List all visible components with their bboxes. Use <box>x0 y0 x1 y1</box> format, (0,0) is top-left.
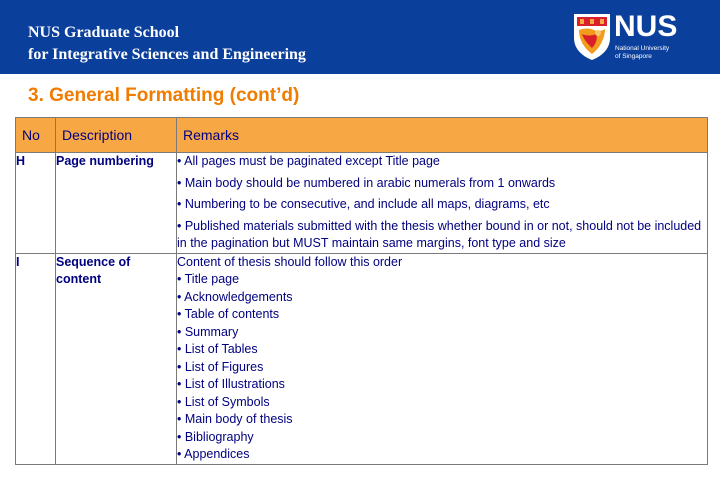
header-title <box>28 22 306 66</box>
nus-subtitle-line-1: National University <box>615 45 670 52</box>
header-line-1: NUS Graduate School <box>28 24 180 41</box>
slide-title: 3. General Formatting (cont’d) <box>28 85 300 106</box>
nus-crest-icon <box>572 12 612 62</box>
nus-wordmark: NUS <box>614 10 678 43</box>
list-item: • List of Symbols <box>177 394 270 409</box>
remark-item: • Numbering to be consecutive, and include all maps, diagrams, etc <box>177 197 550 211</box>
remark-item: • Main body should be numbered in arabic numerals from 1 onwards <box>177 175 556 190</box>
row-description: Sequence of content <box>56 253 177 464</box>
table-row <box>16 153 708 254</box>
nus-subtitle-line-2: of Singapore <box>615 53 652 60</box>
list-item: • Appendices <box>177 447 250 461</box>
list-item: • List of Illustrations <box>177 377 285 391</box>
remark-item: • All pages must be paginated except Title page <box>177 154 440 168</box>
list-item: • Bibliography <box>177 429 254 444</box>
header-line-2: for Integrative Sciences and Engineering <box>28 46 306 63</box>
column-header-description: Description <box>56 118 177 153</box>
column-header-no: No <box>16 118 56 153</box>
list-item: • Title page <box>177 272 240 286</box>
list-item: • Acknowledgements <box>177 289 293 304</box>
table-header-row <box>16 118 708 153</box>
list-item: • List of Figures <box>177 359 264 374</box>
row-remarks <box>177 153 708 254</box>
row-description: Page numbering <box>56 153 177 254</box>
formatting-table <box>15 117 708 465</box>
row-no: H <box>16 153 56 254</box>
table-row <box>16 253 708 464</box>
remark-intro: Content of thesis should follow this order <box>177 254 403 269</box>
row-no: I <box>16 253 56 464</box>
row-remarks <box>177 253 708 464</box>
column-header-remarks: Remarks <box>177 118 708 153</box>
list-item: • List of Tables <box>177 342 258 356</box>
header-band <box>0 0 720 74</box>
remark-item: • Published materials submitted with the thesis whether bound in or not, should not be included in the pagination but MUST maintain same margins, font type and size <box>177 218 702 250</box>
nus-subtitle <box>615 45 669 61</box>
list-item: • Table of contents <box>177 307 280 321</box>
list-item: • Main body of thesis <box>177 412 293 426</box>
nus-logo <box>572 12 712 64</box>
list-item: • Summary <box>177 324 239 339</box>
